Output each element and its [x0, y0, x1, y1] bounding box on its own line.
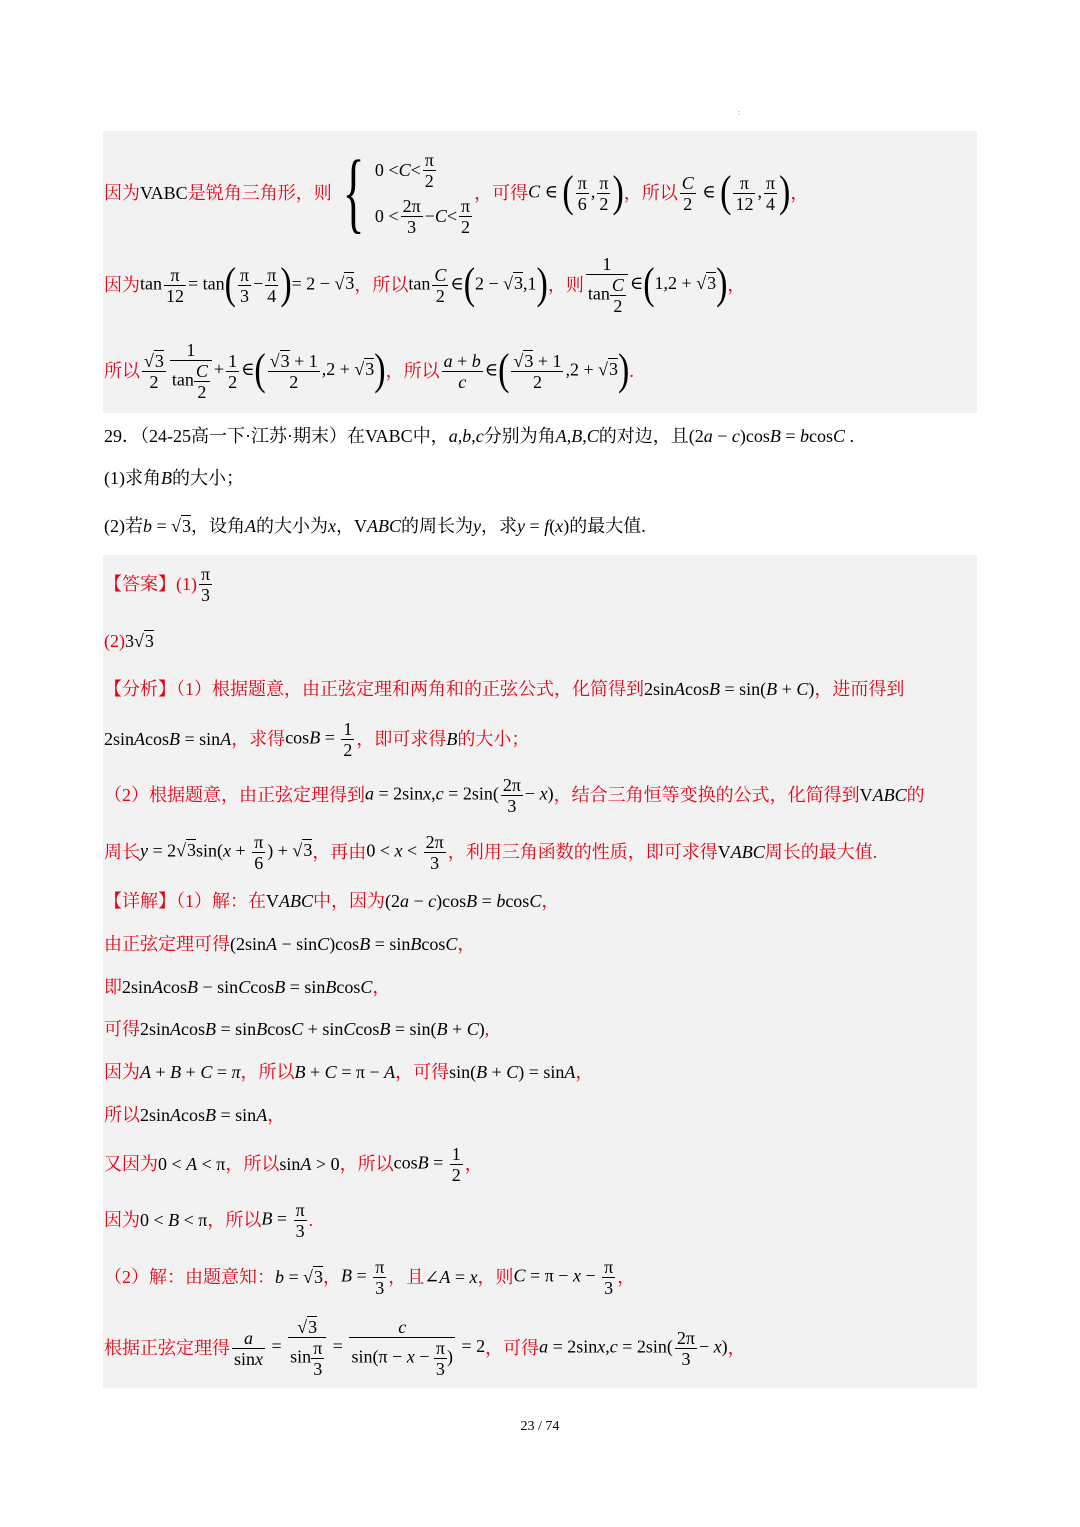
text: ，所以 — [225, 1154, 280, 1174]
prev-line-3: 所以 $\frac{√3}{2}$ 1 tan $\frac{C}{2}$ + $\frac{1}{2}$ ∈( $\frac{√3 + 1}{2}$ ,2 + √3) ，所以 $\frac{a + b}{c}$ ∈( $\frac{√3 + 1}{2}$ ,2 + √3) . — [104, 340, 634, 402]
text: （1）解：在 — [176, 891, 266, 911]
text: ，即可求得 — [356, 729, 447, 749]
page-tick-mark: : — [738, 108, 741, 117]
problem-part-1: (1)求角B的大小； — [104, 468, 244, 488]
text: 因为 — [104, 1062, 140, 1082]
detail-line-6: 所以2sinAcosB = sinA， — [104, 1105, 286, 1125]
text: 根据正弦定理得 — [104, 1338, 230, 1358]
analysis-line-3: （2）根据题意，由正弦定理得到 a = 2sinx,c = 2sin( $\frac{2\pi}{3}$ − x) ，结合三角恒等变换的公式，化简得到 VABC 的 — [104, 774, 925, 816]
text: 所以 — [104, 361, 140, 381]
text: ，求 — [481, 516, 518, 536]
answer-line-1 — [104, 562, 214, 606]
text: 中，因为 — [313, 891, 385, 911]
text: 可得 — [104, 1019, 140, 1039]
text: 的大小； — [457, 729, 530, 749]
detail-label: 【详解】 — [104, 891, 176, 911]
detail-line-1: 【详解】（1）解：在VABC中，因为(2a − c)cosB = bcosC， — [104, 891, 560, 911]
detail-line-3: 即2sinAcosB − sinCcosB = sinBcosC， — [104, 977, 391, 997]
detail-line-7: 又因为 0 < A < π ，所以 sinA > 0 ，所以 cosB = $\frac{1}{2}$ ， — [104, 1143, 483, 1185]
text: （1）根据题意，由正弦定理和两角和的正弦公式，化简得到 — [176, 679, 644, 699]
text: ，则 — [477, 1267, 514, 1287]
formula-expression-range: $\frac{√3}{2}$ 1 tan $\frac{C}{2}$ + $\frac{1}{2}$ ∈( $\frac{√3 + 1}{2}$ ,2 + √3) — [144, 340, 386, 402]
prev-line-1: 因为 VABC 是锐角三角形，则 { 0 < C < $\frac{\pi}{2}$ 0 < $\frac{2\pi}{3}$ − C < $\frac{\pi}{2}$ ，可得 C ∈ ( $\frac{\pi}{6}$ , $\frac{\pi}{2}$ ) ，所以 $\frac{C}{2}$ ∈ ( $\frac{\pi}{12}$ , $\frac{\pi}{4}$ ) ， — [104, 143, 809, 242]
text: ，进而得到 — [814, 679, 905, 699]
text: （2）根据题意，由正弦定理得到 — [104, 785, 365, 805]
text: ，结合三角恒等变换的公式，化简得到 — [553, 785, 860, 805]
formula-c-range: C ∈ ( $\frac{\pi}{6}$ , $\frac{\pi}{2}$ ) — [528, 168, 624, 217]
text: 的对边，且 — [598, 426, 689, 446]
inequality-system: 0 < C < $\frac{\pi}{2}$ 0 < $\frac{2\pi}{3}$ − C < $\frac{\pi}{2}$ — [374, 149, 471, 237]
text: (1)求角 — [104, 468, 161, 488]
formula-ab-over-c: $\frac{a + b}{c}$ ∈( $\frac{√3 + 1}{2}$ ,2 + √3) — [443, 346, 630, 395]
detail-line-10: 根据正弦定理得 $\frac{a}{\sin x}$ = √3 sin $\frac{\pi}{3}$ = c sin(π − x − $\frac{\pi}{3}$ ) = 2 ，可得 a = 2sinx,c = 2sin( $\frac{2\pi}{3}$ − x) ， — [104, 1317, 746, 1379]
text: ，设角 — [191, 516, 246, 536]
detail-line-8: 因为 0 < B < π ，所以 B = $\frac{\pi}{3}$ . — [104, 1199, 314, 1241]
page-number: 23 / 74 — [520, 1419, 560, 1434]
text: 分别为角 — [483, 426, 556, 446]
text: ，且 — [388, 1267, 425, 1287]
detail-line-2: 由正弦定理可得(2sinA − sinC)cosB = sinBcosC， — [104, 934, 476, 954]
text: 由正弦定理可得 — [104, 934, 230, 954]
problem-stem: 29．（24-25高一下·江苏·期末）在VABC中，a,b,c分别为角A,B,C的对边，且(2a − c)cosB = bcosC . — [104, 426, 855, 446]
text: 因为 — [104, 1210, 140, 1230]
text: ，求得 — [231, 729, 286, 749]
text: (2) — [104, 631, 125, 651]
problem-part-2: (2)若b = √3，设角A的大小为x，VABC的周长为y，求y = f(x)的最大值. — [104, 516, 646, 536]
text: 因为 — [104, 183, 140, 203]
text: ，所以 — [207, 1210, 262, 1230]
text: ，利用三角函数的性质，即可求得 — [447, 842, 718, 862]
detail-line-9: （2）解：由题意知： b = √3 ， B = $\frac{\pi}{3}$ ，且 ∠A = x ，则 C = π − x − $\frac{\pi}{3}$ ， — [104, 1256, 636, 1298]
analysis-line-2: 2sinAcosB = sinA ，求得 cosB = $\frac{1}{2}$ ，即可求得 B 的大小； — [104, 718, 530, 760]
text: (1) — [176, 574, 197, 594]
prev-line-2: 因为 tan $\frac{\pi}{12}$ = tan( $\frac{\pi}{3}$ − $\frac{\pi}{4}$ )= 2 − √3 ，所以 tan $\frac{C}{2}$ ∈(2 − √3,1) ，则 1 tan $\frac{C}{2}$ ∈(1,2 + √3) ， — [104, 254, 746, 316]
text: 即 — [104, 977, 122, 997]
triangle-abc: VABC — [140, 183, 188, 203]
text: ，可得 — [395, 1062, 450, 1082]
answer-line-2 — [104, 630, 154, 652]
text: 在 — [346, 426, 365, 446]
formula-tan-pi12: tan $\frac{\pi}{12}$ = tan( $\frac{\pi}{3}$ − $\frac{\pi}{4}$ )= 2 − √3 — [140, 260, 355, 309]
text: （2）解：由题意知： — [104, 1267, 275, 1287]
text: 中， — [412, 426, 449, 446]
text: 周长的最大值. — [764, 842, 878, 862]
analysis-label: 【分析】 — [104, 679, 176, 699]
triangle-abc: VABC — [364, 426, 413, 446]
formula-reciprocal-tan: 1 tan $\frac{C}{2}$ ∈(1,2 + √3) — [587, 254, 728, 316]
text: ，所以 — [354, 275, 409, 295]
text: ，再由 — [312, 842, 367, 862]
text: ，所以 — [339, 1154, 394, 1174]
analysis-line-4: 周长 y = 2√3sin(x + $\frac{\pi}{6}$ ) + √3 ，再由 0 < x < $\frac{2\pi}{3}$ ，利用三角函数的性质，即可求得 VABC 周长的最大值. — [104, 831, 878, 873]
analysis-line-1: 【分析】（1）根据题意，由正弦定理和两角和的正弦公式，化简得到2sinAcosB = sin(B + C)，进而得到 — [104, 679, 905, 699]
text: ，所以 — [385, 361, 440, 381]
text: 的大小为 — [256, 516, 329, 536]
formula-tan-half-c: tan $\frac{C}{2}$ ∈(2 − √3,1) — [408, 260, 548, 309]
text: ， — [336, 516, 355, 536]
text: 所以 — [104, 1105, 140, 1125]
text: ，可得 — [474, 183, 529, 203]
answer-1-value: $\frac{\pi}{3}$ — [201, 563, 211, 605]
formula-half-c-range: $\frac{C}{2}$ ∈ ( $\frac{\pi}{12}$ , $\frac{\pi}{4}$ ) — [681, 168, 791, 217]
text: (2)若 — [104, 516, 143, 536]
detail-line-4: 可得2sinAcosB = sinBcosC + sinCcosB = sin(B + C), — [104, 1019, 490, 1039]
text: 的大小； — [172, 468, 244, 488]
text: ，所以 — [240, 1062, 295, 1082]
text: ，所以 — [623, 183, 678, 203]
detail-line-5: 因为A + B + C = π，所以B + C = π − A，可得sin(B + C) = sinA， — [104, 1062, 594, 1082]
text: 是锐角三角形，则 — [187, 183, 332, 203]
problem-source: （24-25高一下·江苏·期末） — [140, 426, 347, 446]
text: 的周长为 — [401, 516, 474, 536]
text: ，则 — [547, 275, 584, 295]
text: ，可得 — [485, 1338, 540, 1358]
text: 周长 — [104, 842, 140, 862]
system-brace: { — [342, 143, 365, 242]
text: 因为 — [104, 275, 140, 295]
text: 的最大值. — [569, 516, 646, 536]
text: 的 — [906, 785, 925, 805]
answer-label: 【答案】 — [104, 574, 176, 594]
text: 又因为 — [104, 1154, 158, 1174]
answer-2-value: 3√3 — [125, 631, 154, 651]
problem-number: 29． — [104, 426, 140, 446]
